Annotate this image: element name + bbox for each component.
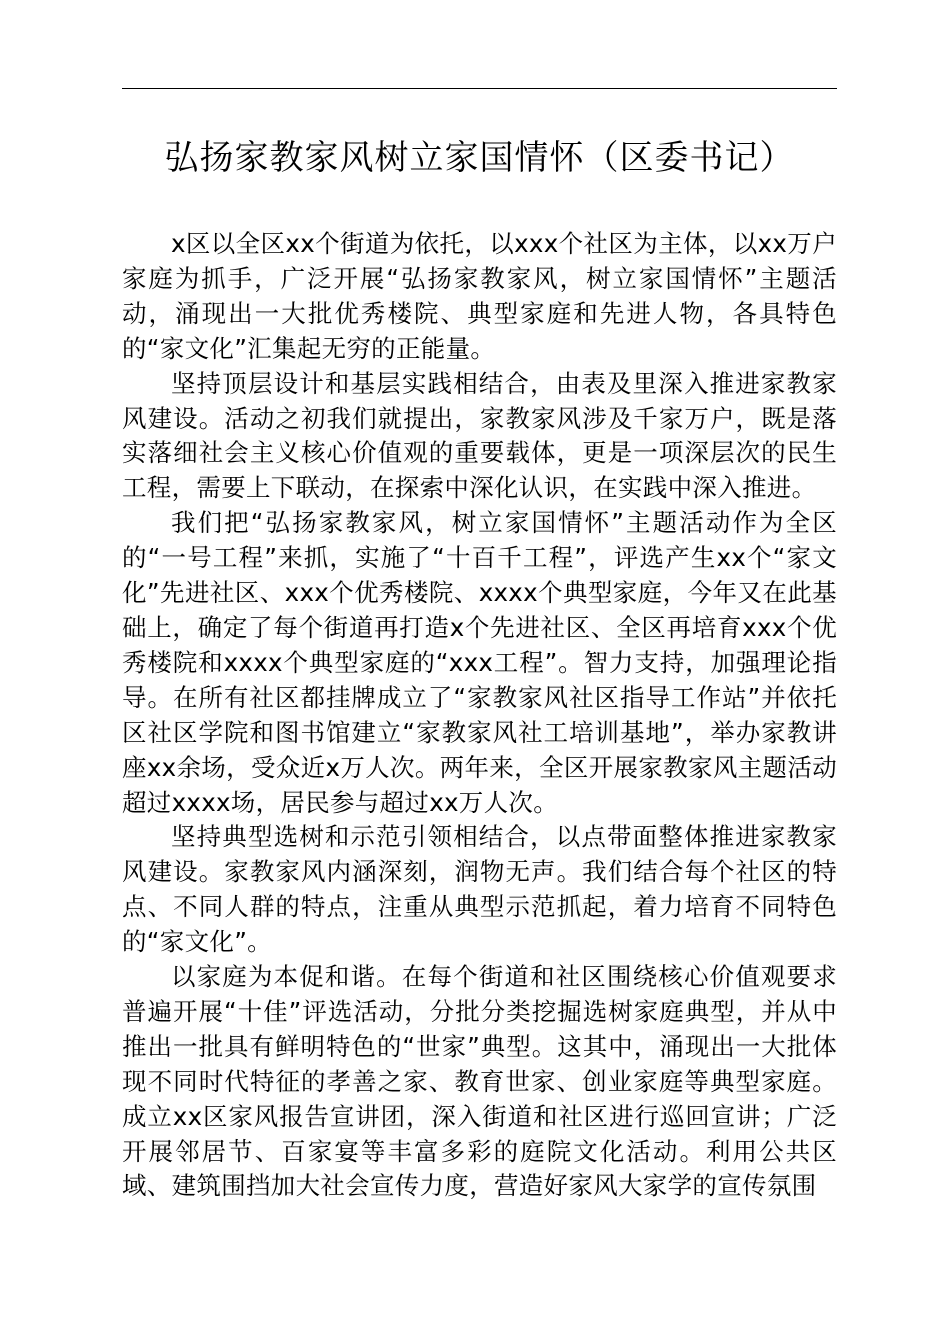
body-paragraph: 坚持顶层设计和基层实践相结合，由表及里深入推进家教家风建设。活动之初我们就提出，家教家风涉及千家万户，既是落实落细社会主义核心价值观的重要载体，更是一项深层次的民生工程，需要上下联动，在探索中深化认识，在实践中深入推进。 bbox=[122, 368, 837, 503]
body-paragraph: 以家庭为本促和谐。在每个街道和社区围绕核心价值观要求普遍开展“十佳”评选活动，分批分类挖掘选树家庭典型，并从中推出一批具有鲜明特色的“世家”典型。这其中，涌现出一大批体现不同时代特征的孝善之家、教育世家、创业家庭等典型家庭。成立xx区家风报告宣讲团，深入街道和社区进行巡回宣讲；广泛开展邻居节、百家宴等丰富多彩的庭院文化活动。利用公共区域、建筑围挡加大社会宣传力度，营造好家风大家学的宣传氛围 bbox=[122, 962, 837, 1201]
document-body bbox=[122, 227, 837, 1204]
header-rule bbox=[122, 88, 837, 89]
body-paragraph: x区以全区xx个街道为依托，以xxx个社区为主体，以xx万户家庭为抓手，广泛开展“弘扬家教家风，树立家国情怀”主题活动，涌现出一大批优秀楼院、典型家庭和先进人物，各具特色的“家文化”汇集起无穷的正能量。 bbox=[122, 229, 837, 363]
document-title: 弘扬家教家风树立家国情怀（区委书记） bbox=[164, 138, 795, 178]
body-paragraph: 坚持典型选树和示范引领相结合，以点带面整体推进家教家风建设。家教家风内涵深刻，润物无声。我们结合每个社区的特点、不同人群的特点，注重从典型示范抓起，着力培育不同特色的“家文化”。 bbox=[122, 822, 837, 957]
body-paragraph: 我们把“弘扬家教家风，树立家国情怀”主题活动作为全区的“一号工程”来抓，实施了“十百千工程”，评选产生xx个“家文化”先进社区、xxx个优秀楼院、xxxx个典型家庭，今年又在此基础上，确定了每个街道再打造x个先进社区、全区再培育xxx个优秀楼院和xxxx个典型家庭的“xxx工程”。智力支持，加强理论指导。在所有社区都挂牌成立了“家教家风社区指导工作站”并依托区社区学院和图书馆建立“家教家风社工培训基地”，举办家教讲座xx余场，受众近x万人次。两年来，全区开展家教家风主题活动超过xxxx场，居民参与超过xx万人次。 bbox=[122, 508, 837, 817]
